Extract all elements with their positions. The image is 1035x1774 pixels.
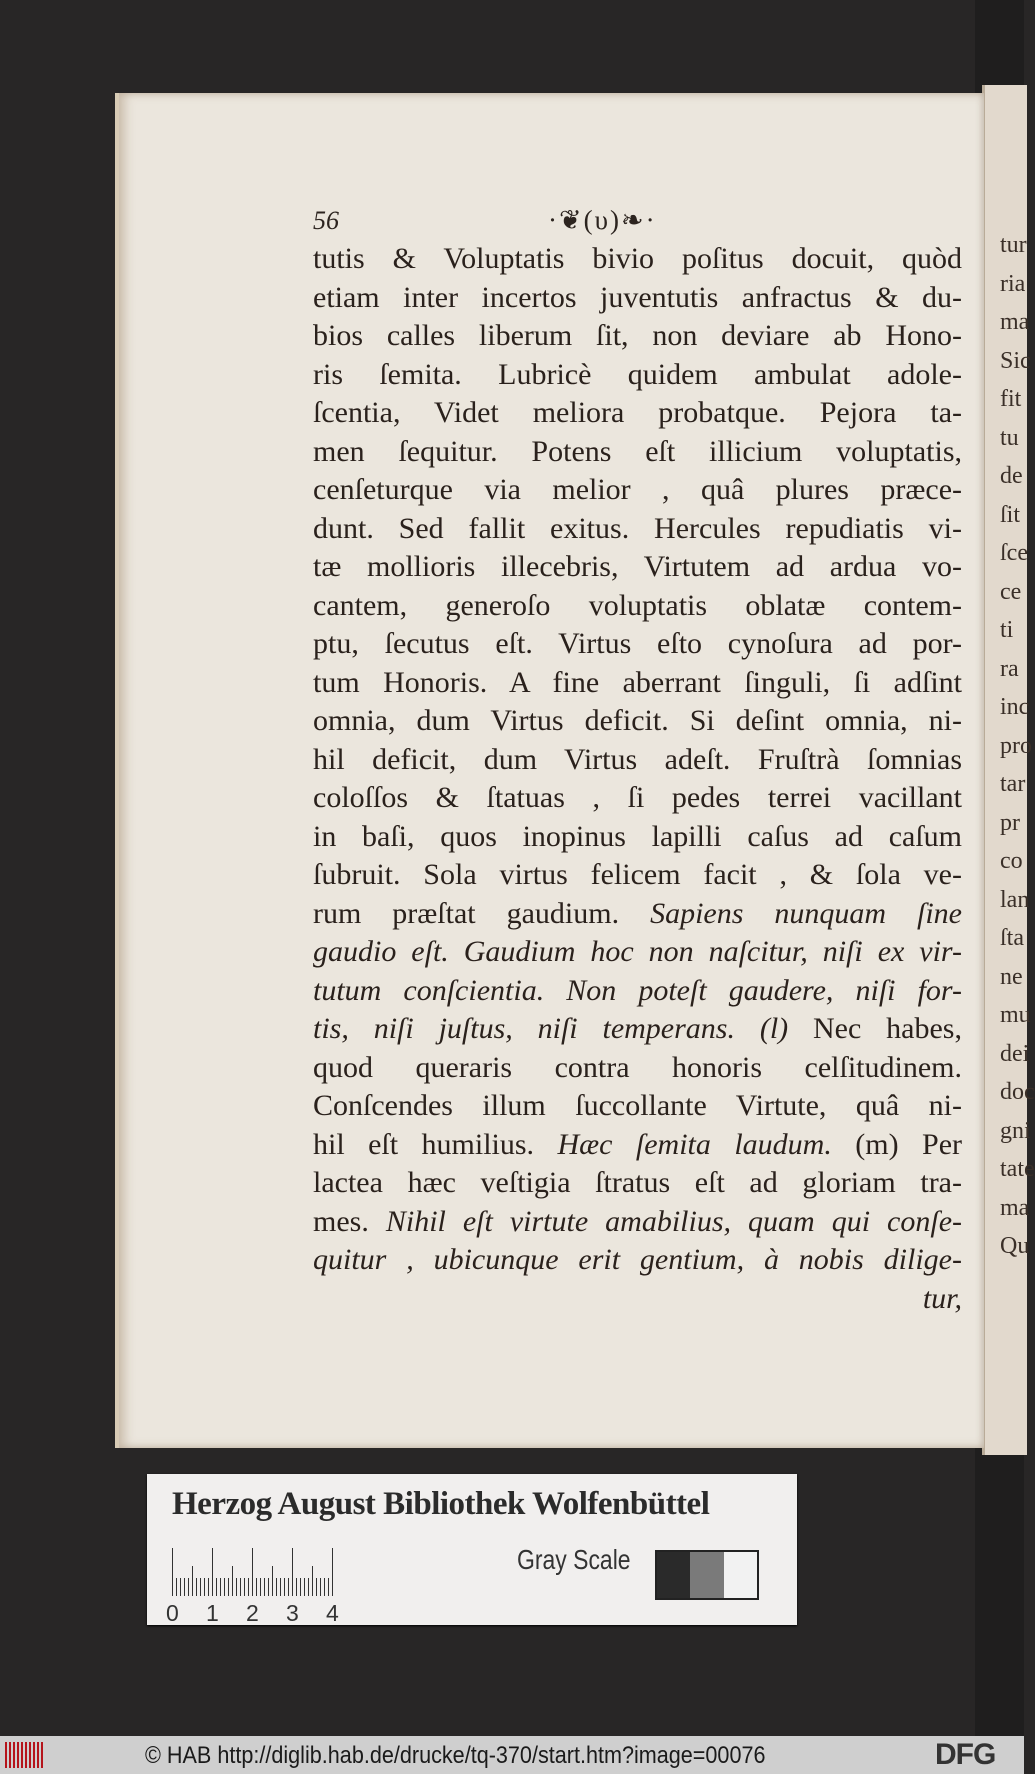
text-line [313,471,962,510]
next-page-fragment: co [1000,848,1023,874]
ruler-tick [292,1548,293,1596]
ruler-tick [204,1578,205,1596]
ruler-tick [300,1578,301,1596]
next-page-fragment: mu [1000,1002,1031,1028]
ruler-tick [272,1566,273,1596]
text-segment: tum Honoris. A fine aberrant ſinguli, ſi adſint [313,665,962,699]
ruler-tick [208,1578,209,1596]
text-segment: tutis & Voluptatis bivio poſitus docuit, quòd [313,242,962,275]
text-segment: bios calles liberum ſit, non deviare ab Hono- [313,319,962,352]
text-line [313,702,962,741]
ruler-tick [332,1548,333,1596]
text-line [313,1010,962,1049]
text-line [313,779,962,818]
text-segment: mes. [313,1204,386,1238]
text-segment: in baſi, quos inopinus lapilli caſus ad caſum [313,819,962,853]
text-segment: omnia, dum Virtus deficit. Si deſint omnia, ni- [313,704,962,737]
text-line [313,279,962,318]
ruler-tick [196,1578,197,1596]
text-line [313,1164,962,1203]
ruler-tick [228,1578,229,1596]
text-line [313,1126,962,1165]
text-line [313,933,962,972]
gray-swatch-mid [690,1552,723,1598]
ruler-number: 4 [326,1600,339,1626]
text-line [313,1049,962,1088]
gray-scale-swatch [655,1550,759,1600]
ruler-tick [276,1578,277,1596]
next-page-fragment: de [1000,463,1023,489]
text-segment: quod queraris contra honoris celſitudinem. [313,1050,962,1084]
next-page-fragment: inc [1000,694,1030,720]
page-number: 56 [313,206,339,235]
text-line [313,587,962,626]
next-page-fragment: ria [1000,270,1026,297]
ruler-tick [240,1578,241,1596]
text-segment: rum præſtat gaudium. [313,896,651,930]
copyright-link[interactable]: © HAB http://diglib.hab.de/drucke/tq-370/start.htm?image=00076 [145,1742,766,1769]
text-segment: Conſcendes illum ſuccollante Virtute, quâ ni- [313,1089,962,1122]
text-segment: hil eſt humilius. [313,1127,558,1161]
italic-segment: Hæc ſemita laudum. [557,1127,832,1161]
text-line [313,895,962,934]
text-line [313,664,962,703]
ruler-tick [256,1578,257,1596]
ruler-tick [304,1578,305,1596]
gray-swatch-dark [657,1552,690,1598]
ruler-tick [176,1578,177,1596]
gray-scale-label: Gray Scale [517,1544,631,1575]
gray-swatch-light [724,1552,757,1598]
text-line [313,240,962,279]
text-segment: tæ mollioris illecebris, Virtutem ad ardua vo- [313,550,962,583]
next-page-fragment: tate [1000,1156,1035,1182]
ruler-tick [200,1578,201,1596]
ruler-number: 1 [206,1600,219,1626]
next-page-fragment: ce [1000,578,1022,605]
ruler-tick [244,1578,245,1596]
text-line [313,1241,962,1280]
hab-logo-icon [5,1742,47,1768]
ruler [172,1546,337,1596]
italic-segment: Sapiens nunquam ſine [650,896,962,930]
next-page-fragment: ſta [1000,925,1024,951]
text-line [313,1087,962,1126]
ruler-tick [212,1548,213,1596]
text-line [313,548,962,587]
ruler-tick [192,1566,193,1596]
library-color-card [147,1474,797,1625]
next-page-fragment: ne [1000,963,1023,990]
ruler-number: 0 [166,1600,179,1626]
ruler-tick [264,1578,265,1596]
next-page-fragment: pr [1000,809,1020,836]
text-segment: etiam inter incertos juventutis anfractus & du- [313,280,962,314]
ruler-number: 3 [286,1600,299,1626]
italic-segment: gaudio eſt. Gaudium hoc non naſcitur, niſi ex vir- [313,935,962,968]
ruler-tick [184,1578,185,1596]
ruler-tick [320,1578,321,1596]
text-segment: men ſequitur. Potens eſt illicium voluptatis, [313,434,962,468]
text-segment: ptu, ſecutus eſt. Virtus eſto cynoſura ad por- [313,627,962,660]
ruler-number: 2 [246,1600,259,1626]
italic-segment: Nihil eſt virtute amabilius, quam qui conſe- [385,1204,962,1238]
next-page-fragment: ti [1000,617,1014,643]
next-page-fragment: Sic [1000,347,1031,374]
ruler-tick [260,1578,261,1596]
ruler-tick [328,1578,329,1596]
ruler-tick [232,1566,233,1596]
text-line [313,433,962,472]
italic-segment: tis, niſi juſtus, niſi temperans. (l) [313,1012,814,1045]
next-page-fragment: ma [1000,309,1030,335]
text-segment: cantem, generoſo voluptatis oblatæ contem- [313,588,962,622]
ruler-tick [248,1578,249,1596]
text-segment: ſcentia, Videt meliora probatque. Pejora ta- [313,396,962,429]
ruler-tick [280,1578,281,1596]
ruler-tick [316,1578,317,1596]
ruler-tick [236,1578,237,1596]
next-page-fragment: gni [1000,1117,1031,1144]
text-line [313,356,962,395]
ruler-tick [308,1578,309,1596]
ruler-tick [224,1578,225,1596]
ruler-tick [268,1578,269,1596]
ruler-tick [220,1578,221,1596]
next-page-fragment: Qu [1000,1233,1030,1259]
ruler-tick [188,1578,189,1596]
text-segment: hil deficit, dum Virtus adeſt. Fruſtrà ſomnias [313,742,962,776]
text-line [313,741,962,780]
page-text [313,240,962,1318]
ruler-tick [288,1578,289,1596]
next-page-fragment: ſit [1000,501,1021,528]
next-page-fragment: fit [1000,386,1022,412]
ruler-tick [172,1548,173,1596]
italic-segment: tutum conſcientia. Non poteſt gaudere, niſi for- [313,973,962,1007]
next-page-fragment: tur [1000,232,1027,258]
next-page-fragment: pro [1000,732,1032,759]
text-segment: Nec habes, [813,1012,962,1045]
ruler-tick [180,1578,181,1596]
text-line [313,972,962,1011]
ruler-tick [284,1578,285,1596]
ruler-tick [216,1578,217,1596]
ruler-tick [324,1578,325,1596]
next-page-fragment: doc [1000,1079,1035,1105]
text-line [313,1203,962,1242]
next-page-fragment: dei [1000,1040,1030,1067]
text-line [313,394,962,433]
dfg-logo: DFG [935,1738,996,1771]
next-page-fragment: ſce [1000,540,1028,566]
ruler-tick [312,1566,313,1596]
text-segment: ſubruit. Sola virtus felicem facit , & ſola ve- [313,858,962,891]
text-segment: cenſeturque via melior , quâ plures præce- [313,473,962,506]
ruler-tick [252,1548,253,1596]
text-line [313,317,962,356]
ruler-tick [296,1578,297,1596]
text-line [313,510,962,549]
next-page-fragment: ma [1000,1194,1030,1221]
text-segment: coloſſos & ſtatuas , ſi pedes terrei vacillant [313,781,962,814]
text-segment: lactea hæc veſtigia ſtratus eſt ad gloriam tra- [313,1166,962,1199]
text-segment: (m) Per [831,1127,962,1161]
text-line [313,818,962,857]
next-page-fragment: ra [1000,655,1019,682]
next-page-fragment: tar [1000,771,1026,797]
text-line [313,625,962,664]
signature-ornament: ·❦(υ)❧· [548,205,657,235]
text-segment: dunt. Sed fallit exitus. Hercules repudiatis vi- [313,511,962,545]
library-name: Herzog August Bibliothek Wolfenbüttel [172,1486,710,1522]
text-line [313,856,962,895]
italic-segment: tur, [922,1281,962,1315]
italic-segment: quitur , ubicunque erit gentium, à nobis dilige- [313,1243,962,1276]
next-page-fragment: tu [1000,424,1019,451]
next-page-fragment: lan [1000,886,1030,913]
text-line [313,1280,962,1319]
text-segment: ris ſemita. Lubricè quidem ambulat adole- [313,357,962,391]
footer-bar [0,1736,1024,1774]
